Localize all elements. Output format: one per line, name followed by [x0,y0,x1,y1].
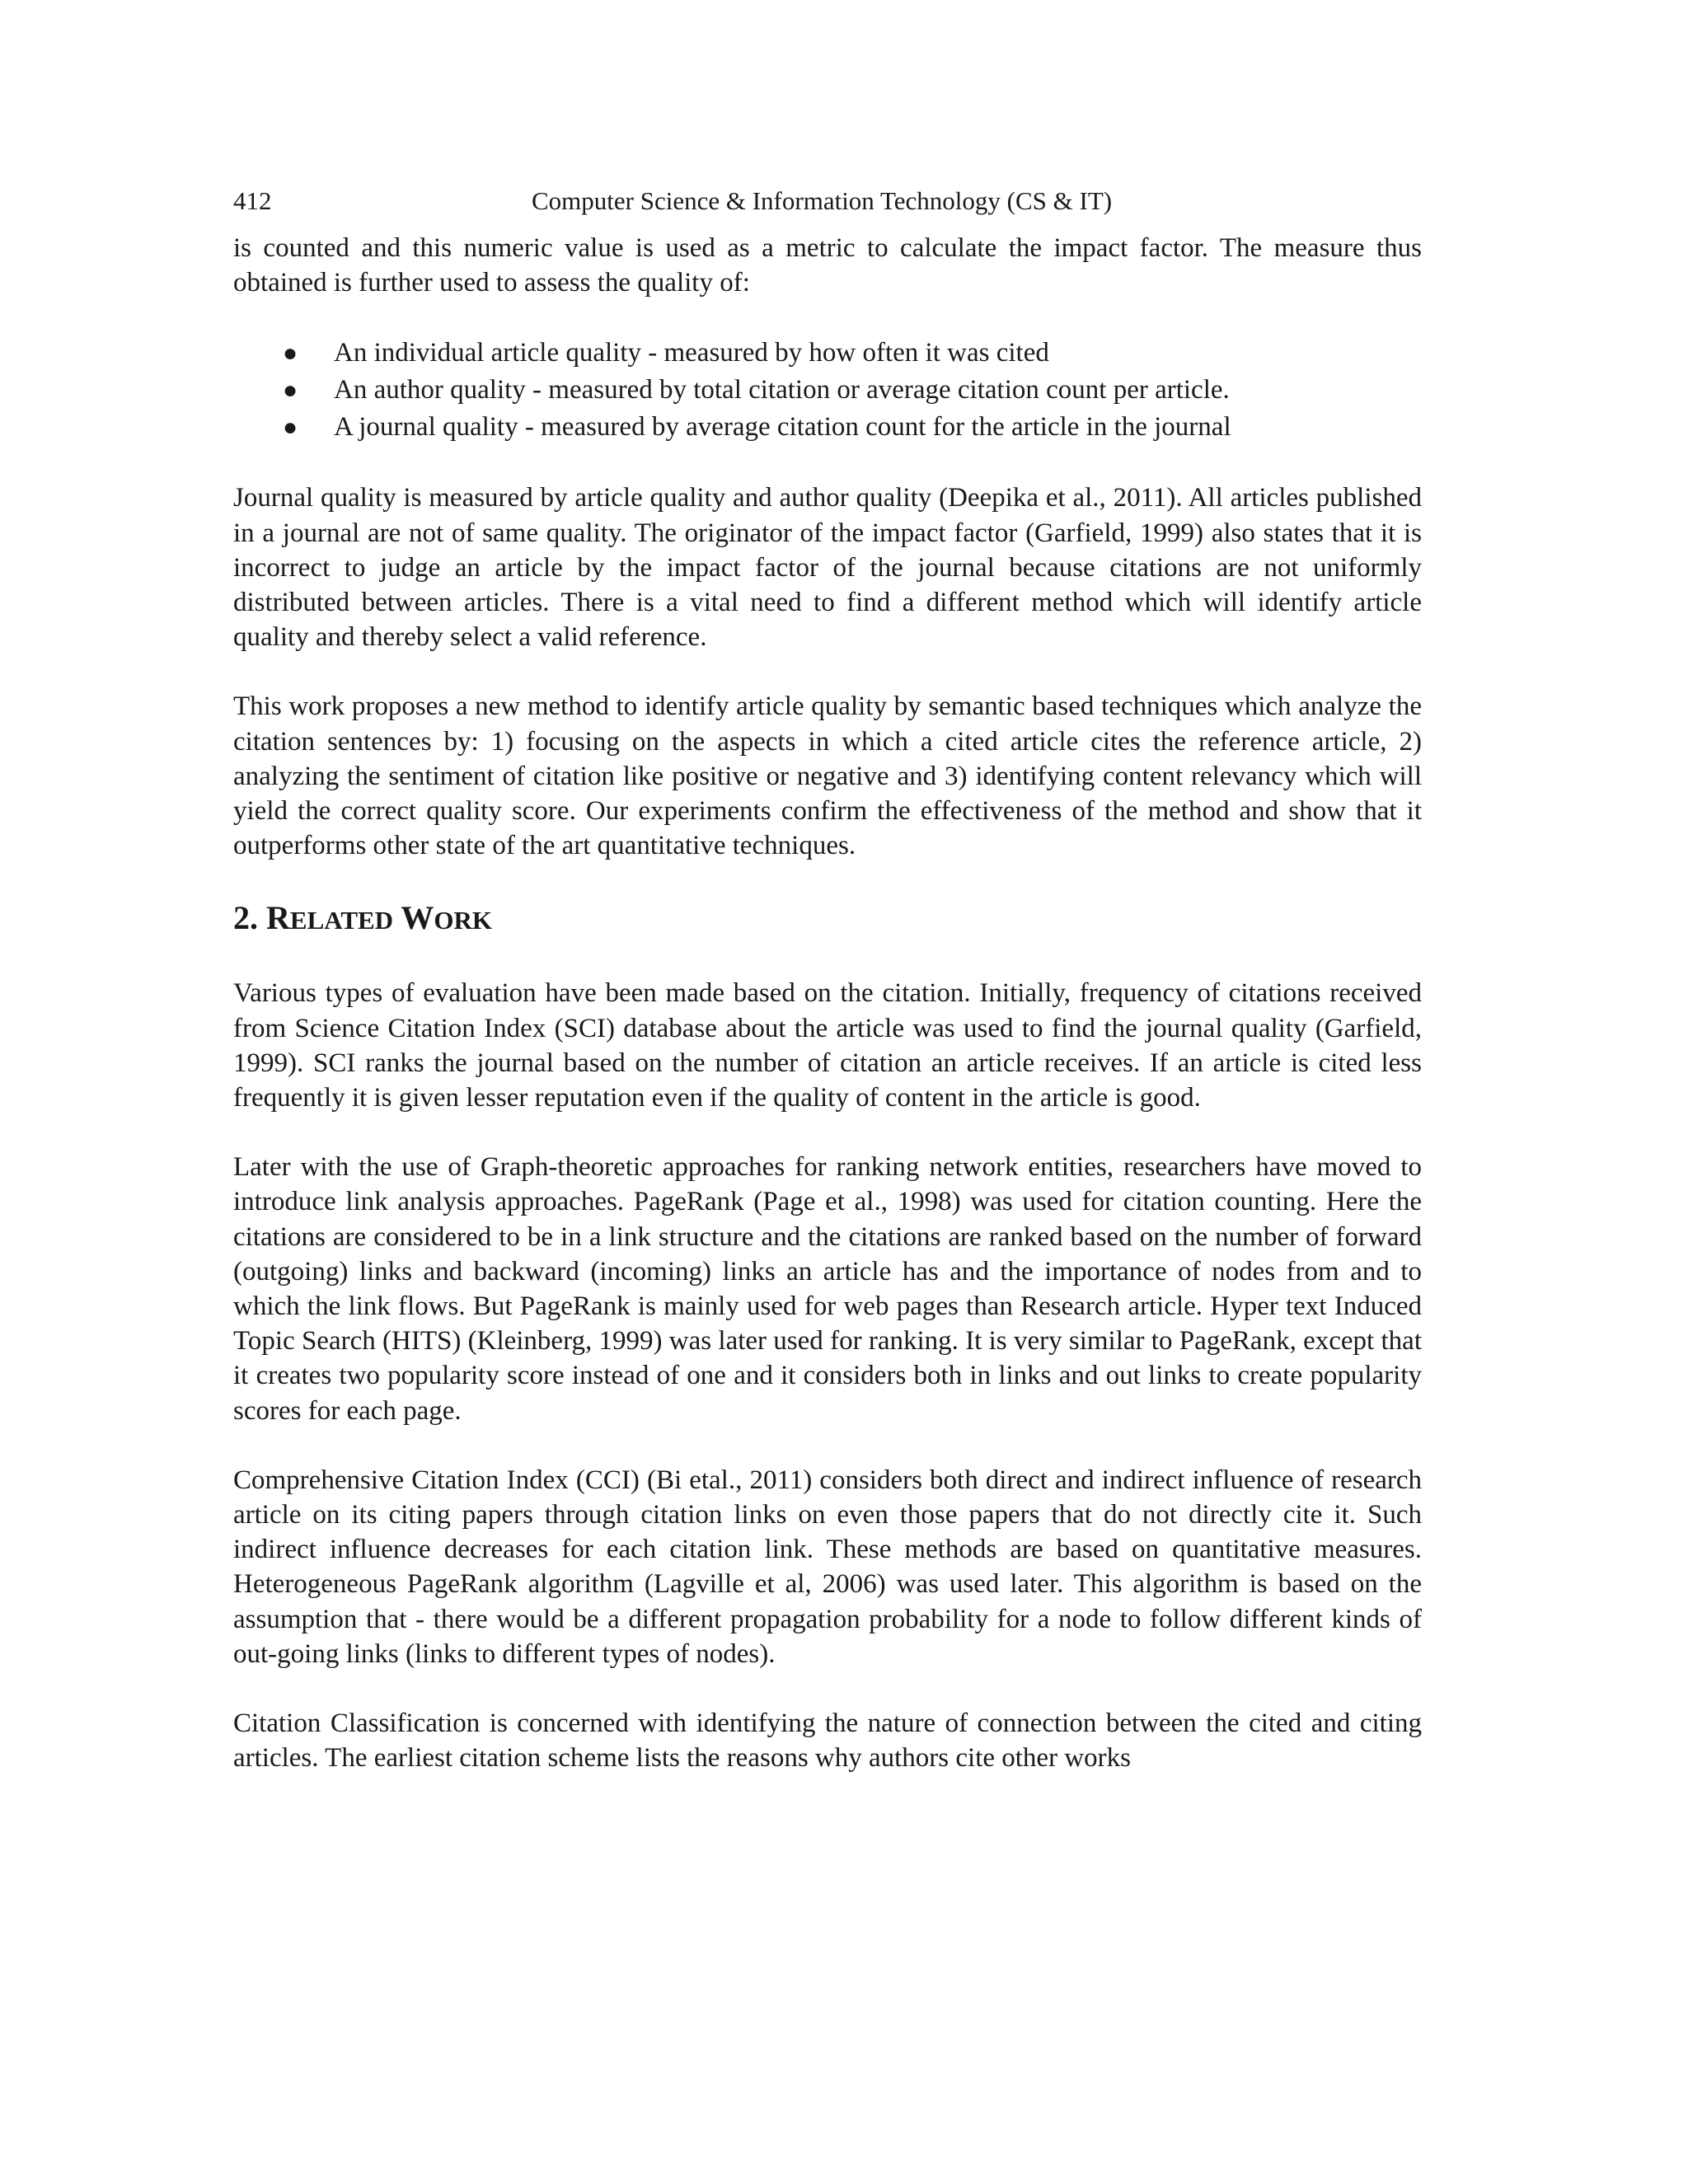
bullet-icon: ● [283,414,298,442]
section-number: 2. [233,899,258,937]
bullet-item [233,372,1422,409]
bullet-item [233,335,1422,372]
bullet-text: An author quality - measured by total citation or average citation count per article. [334,375,1230,405]
intro-paragraph: is counted and this numeric value is used as a metric to calculate the impact factor. The measure thus obtained is further used to assess the quality of: [233,233,1422,298]
section-title-rest-2: ORK [434,906,492,935]
journal-title: Computer Science & Information Technology (CS & IT) [532,186,1113,215]
paragraph-gap [233,1671,1422,1706]
section-title-initial-1: R [266,899,290,937]
related-paragraph-classification: Citation Classification is concerned with identifying the nature of connection between the cited and citing articles. The earliest citation scheme lists the reasons why authors cite other works [233,1708,1422,1774]
bullet-item [233,409,1422,446]
related-paragraph-cci: Comprehensive Citation Index (CCI) (Bi etal., 2011) considers both direct and indirect influence of research article on its citing papers through citation links on even those papers that do not directly cite it. Such indirect influence decreases for each citation link. These methods are based on quantitative measures. Heterogeneous PageRank algorithm (Lagville et al, 2006) was used later. This algorithm is based on the assumption that - there would be a different propagation probability for a node to follow different kinds of out-going links (links to different types of nodes). [233,1465,1422,1669]
bullet-icon: ● [283,377,298,405]
related-paragraph-sci: Various types of evaluation have been made based on the citation. Initially, frequency of citations received from Science Citation Index (SCI) database about the article was used to find the journal quality (Garfield, 1999). SCI ranks the journal based on the number of citation an article receives. If an article is cited less frequently it is given lesser reputation even if the quality of content in the article is good. [233,978,1422,1113]
proposal-paragraph: This work proposes a new method to identify article quality by semantic based techniques which analyze the citation sentences by: 1) focusing on the aspects in which a cited article cites the reference article, 2) analyzing the sentiment of citation like positive or negative and 3) identifying content relevancy which will yield the correct quality score. Our experiments confirm the effectiveness of the method and show that it outperforms other state of the art quantitative techniques. [233,691,1422,861]
paragraph-gap [233,1115,1422,1150]
paragraph-gap [233,1428,1422,1463]
paper-page [233,183,1422,1776]
section-heading [233,898,1422,941]
running-header [233,183,1422,219]
paragraph-gap [233,654,1422,689]
related-paragraph-pagerank: Later with the use of Graph-theoretic approaches for ranking network entities, researchers have moved to introduce link analysis approaches. PageRank (Page et al., 1998) was used for citation counting. Here the citations are considered to be in a link structure and the citations are ranked based on the number of forward (outgoing) links and backward (incoming) links an article has and the importance of nodes from and to which the link flows. But PageRank is mainly used for web pages than Research article. Hyper text Induced Topic Search (HITS) (Kleinberg, 1999) was later used for ranking. It is very similar to PageRank, except that it creates two popularity score instead of one and it considers both in links and out links to create popularity scores for each page. [233,1152,1422,1426]
section-title-rest-1: ELATED [289,906,394,935]
quality-bullet-list [233,335,1422,446]
journal-quality-paragraph: Journal quality is measured by article quality and author quality (Deepika et al., 2011). All articles published in a journal are not of same quality. The originator of the impact factor (Garfield, 1999) also states that it is incorrect to judge an article by the impact factor of the journal because citations are not uniformly distributed between articles. There is a vital need to find a different method which will identify article quality and thereby select a valid reference. [233,483,1422,653]
bullet-text: A journal quality - measured by average citation count for the article in the journal [334,412,1231,443]
section-title-initial-2: W [401,899,434,937]
bullet-icon: ● [283,340,298,368]
bullet-text: An individual article quality - measured by how often it was cited [334,338,1049,368]
page-number: 412 [233,186,272,215]
